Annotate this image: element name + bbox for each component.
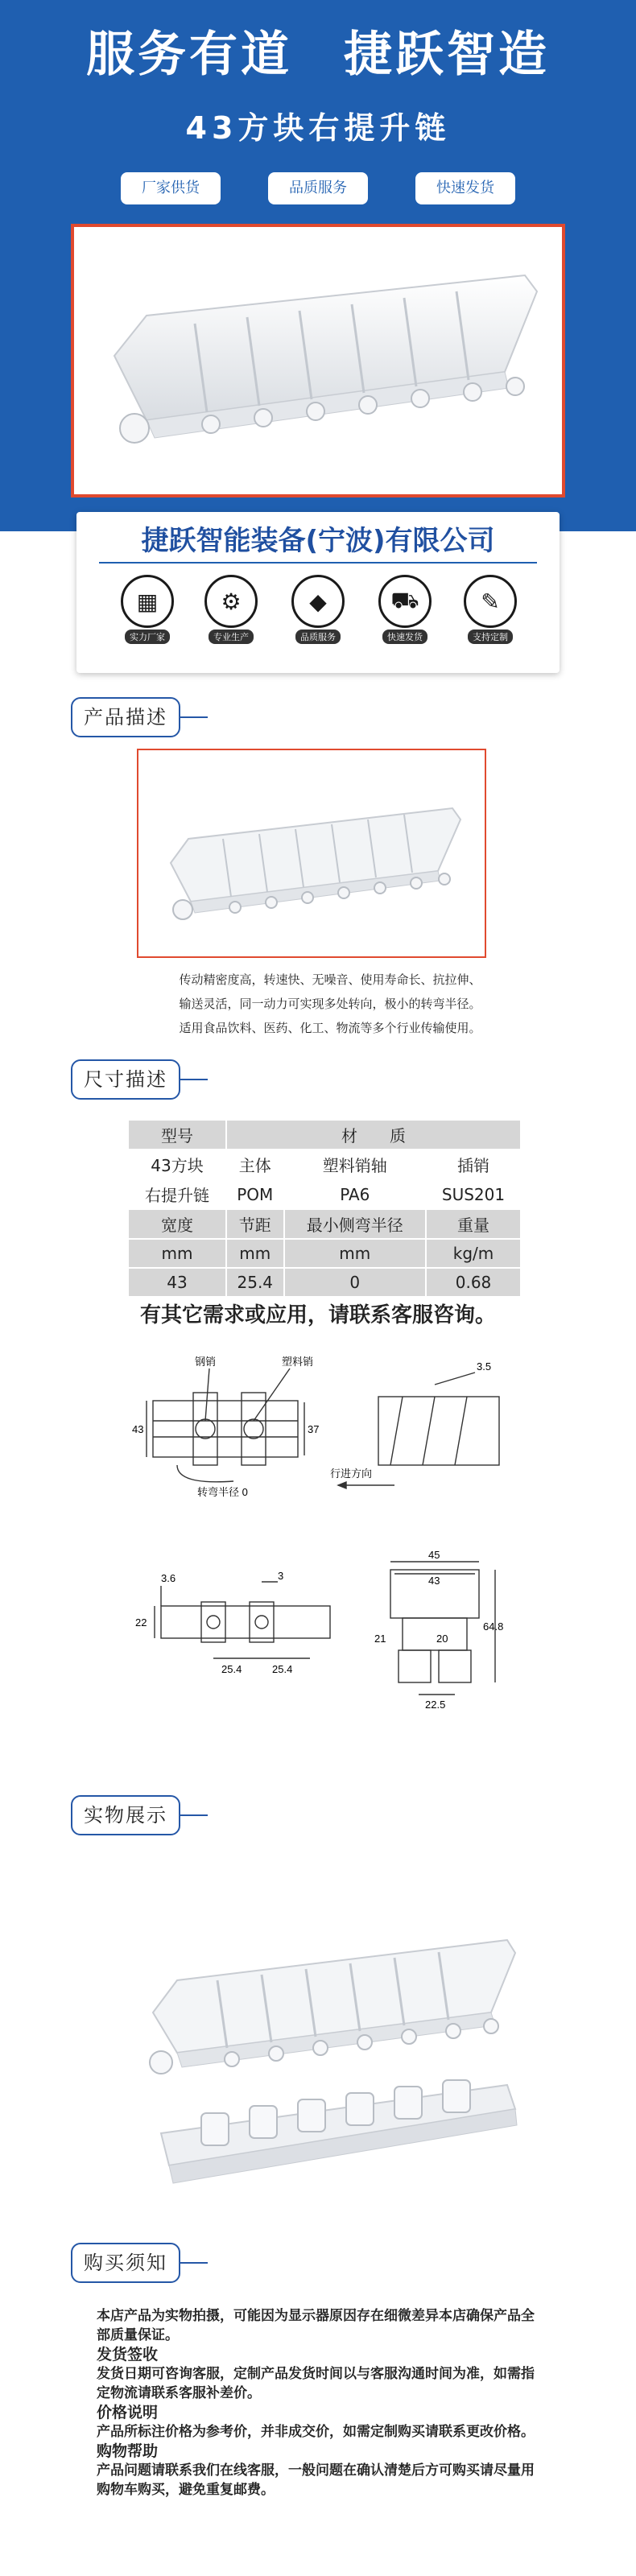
feature-customization: ✎ 支持定制 xyxy=(458,575,522,644)
section-title-description: 产品描述 xyxy=(71,697,180,737)
dim-label: 3.6 xyxy=(161,1572,176,1584)
chain-illustration xyxy=(138,750,485,956)
company-name: 捷跃智能装备(宁波)有限公司 xyxy=(141,525,495,557)
plastic-pin-label: 塑料销 xyxy=(282,1356,314,1368)
notes-heading-shipping: 发货签收 xyxy=(97,2346,159,2363)
section-title-photos: 实物展示 xyxy=(71,1795,180,1835)
diamond-icon: ◆ xyxy=(309,588,327,615)
steel-pin-label: 钢销 xyxy=(195,1356,217,1368)
notes-intro: 本店产品为实物拍摄，可能因为显示器原因存在细微差异本店确保产品全部质量保证。 xyxy=(97,2308,535,2343)
feature-fast-shipping: ⛟ 快速发货 xyxy=(373,575,437,644)
dim-label: 3.5 xyxy=(477,1360,492,1373)
badge-factory-supply: 厂家供货 xyxy=(121,172,221,204)
notes-heading-price: 价格说明 xyxy=(97,2404,159,2421)
section-title-dimensions: 尺寸描述 xyxy=(71,1059,180,1100)
purchase-notes xyxy=(97,2306,547,2500)
dim-label: 22 xyxy=(135,1616,147,1629)
factory-icon: ▦ xyxy=(136,588,159,615)
direction-label: 行进方向 xyxy=(330,1468,373,1480)
truck-icon: ⛟ xyxy=(390,586,419,613)
notes-shipping: 发货日期可咨询客服，定制产品发货时间以与客服沟通时间为准，如需指定物流请联系客服补差价。 xyxy=(97,2366,535,2401)
divider xyxy=(99,562,537,564)
dim-label: 25.4 xyxy=(272,1663,293,1675)
notes-help: 产品问题请联系我们在线客服，一般问题在确认清楚后方可购买请尽量用购物车购买，避免重复邮费。 xyxy=(97,2462,535,2498)
company-card xyxy=(76,512,560,673)
badge-fast-shipping: 快速发货 xyxy=(415,172,515,204)
turn-radius-label: 转弯半径 0 xyxy=(197,1486,248,1497)
product-title: 43方块右提升链 xyxy=(185,110,451,146)
notes-heading-help: 购物帮助 xyxy=(97,2442,159,2460)
dim-label: 45 xyxy=(428,1549,440,1561)
gear-icon: ⚙ xyxy=(221,588,242,615)
hero-banner xyxy=(0,0,636,531)
contact-note: 有其它需求或应用，请联系客服咨询。 xyxy=(139,1303,496,1327)
dim-label: 37 xyxy=(308,1423,320,1435)
chain-illustration xyxy=(74,227,562,494)
dim-label: 20 xyxy=(436,1633,448,1645)
spec-table: 型号 材 质 43方块 主体 塑料销轴 插销 右提升链 POM PA6 SUS201 宽度 节距 最小侧弯半径 重量 mm mm mm kg/m 43 25.4 0 0.68 xyxy=(127,1119,522,1298)
dim-label: 3 xyxy=(278,1570,284,1582)
notes-price: 产品所标注价格为参考价，并非成交价，如需定制购买请联系更改价格。 xyxy=(97,2424,535,2440)
dim-label: 43 xyxy=(428,1575,440,1587)
technical-drawing-side xyxy=(129,1530,515,1715)
dim-label: 22.5 xyxy=(425,1699,446,1711)
product-description: 传动精密度高，转速快、无噪音、使用寿命长、抗拉伸、 输送灵活，同一动力可实现多处转向，极小的转弯半径。 适用食品饮料、医药、化工、物流等多个行业传输使用。 xyxy=(179,972,481,1035)
hero-product-image xyxy=(71,224,565,497)
hero-title: 服务有道 捷跃智造 xyxy=(86,27,550,83)
tools-icon: ✎ xyxy=(481,588,500,615)
technical-drawing-top xyxy=(129,1344,515,1497)
dim-label: 21 xyxy=(374,1633,386,1645)
description-image xyxy=(137,749,486,958)
dim-label: 25.4 xyxy=(221,1663,242,1675)
feature-quality-service: ◆ 品质服务 xyxy=(286,575,350,644)
feature-strong-factory: ▦ 实力厂家 xyxy=(115,575,180,644)
product-photos xyxy=(129,1892,531,2230)
section-title-purchase: 购买须知 xyxy=(71,2243,180,2283)
dim-label: 43 xyxy=(132,1423,144,1435)
dim-label: 64.8 xyxy=(483,1620,504,1633)
badge-quality-service: 品质服务 xyxy=(268,172,368,204)
chain-photo xyxy=(129,1892,531,2230)
feature-professional-production: ⚙ 专业生产 xyxy=(199,575,263,644)
